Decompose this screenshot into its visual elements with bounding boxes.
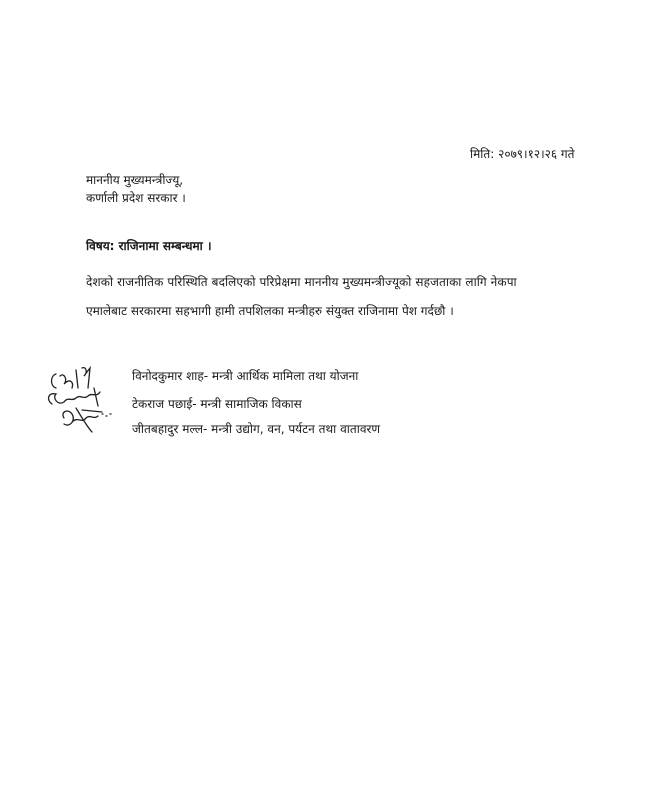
body-line-1: देशको राजनीतिक परिस्थिति बदलिएको परिप्रेक्षमा माननीय मुख्यमन्त्रीज्यूको सहजताका लागि नेकपा (86, 275, 517, 289)
signatory-1: विनोदकुमार शाह- मन्त्री आर्थिक मामिला तथा योजना (132, 369, 359, 383)
subject-line: विषय: राजिनामा सम्बन्धमा । (86, 239, 212, 253)
signatory-3: जीतबहादुर मल्ल- मन्त्री उद्योग, वन, पर्यटन तथा वातावरण (132, 422, 381, 436)
addressee-line-2: कर्णाली प्रदेश सरकार । (86, 191, 186, 205)
handwritten-signatures-icon (42, 362, 142, 447)
signatory-2: टेकराज पछाई- मन्त्री सामाजिक विकास (132, 397, 302, 411)
date-line: मिति: २०७९।१२।२६ गते (470, 147, 575, 161)
addressee-line-1: माननीय मुख्यमन्त्रीज्यू, (86, 173, 184, 187)
body-line-2: एमालेबाट सरकारमा सहभागी हामी तपशिलका मन्त्रीहरु संयुक्त राजिनामा पेश गर्दछौ । (86, 304, 454, 318)
